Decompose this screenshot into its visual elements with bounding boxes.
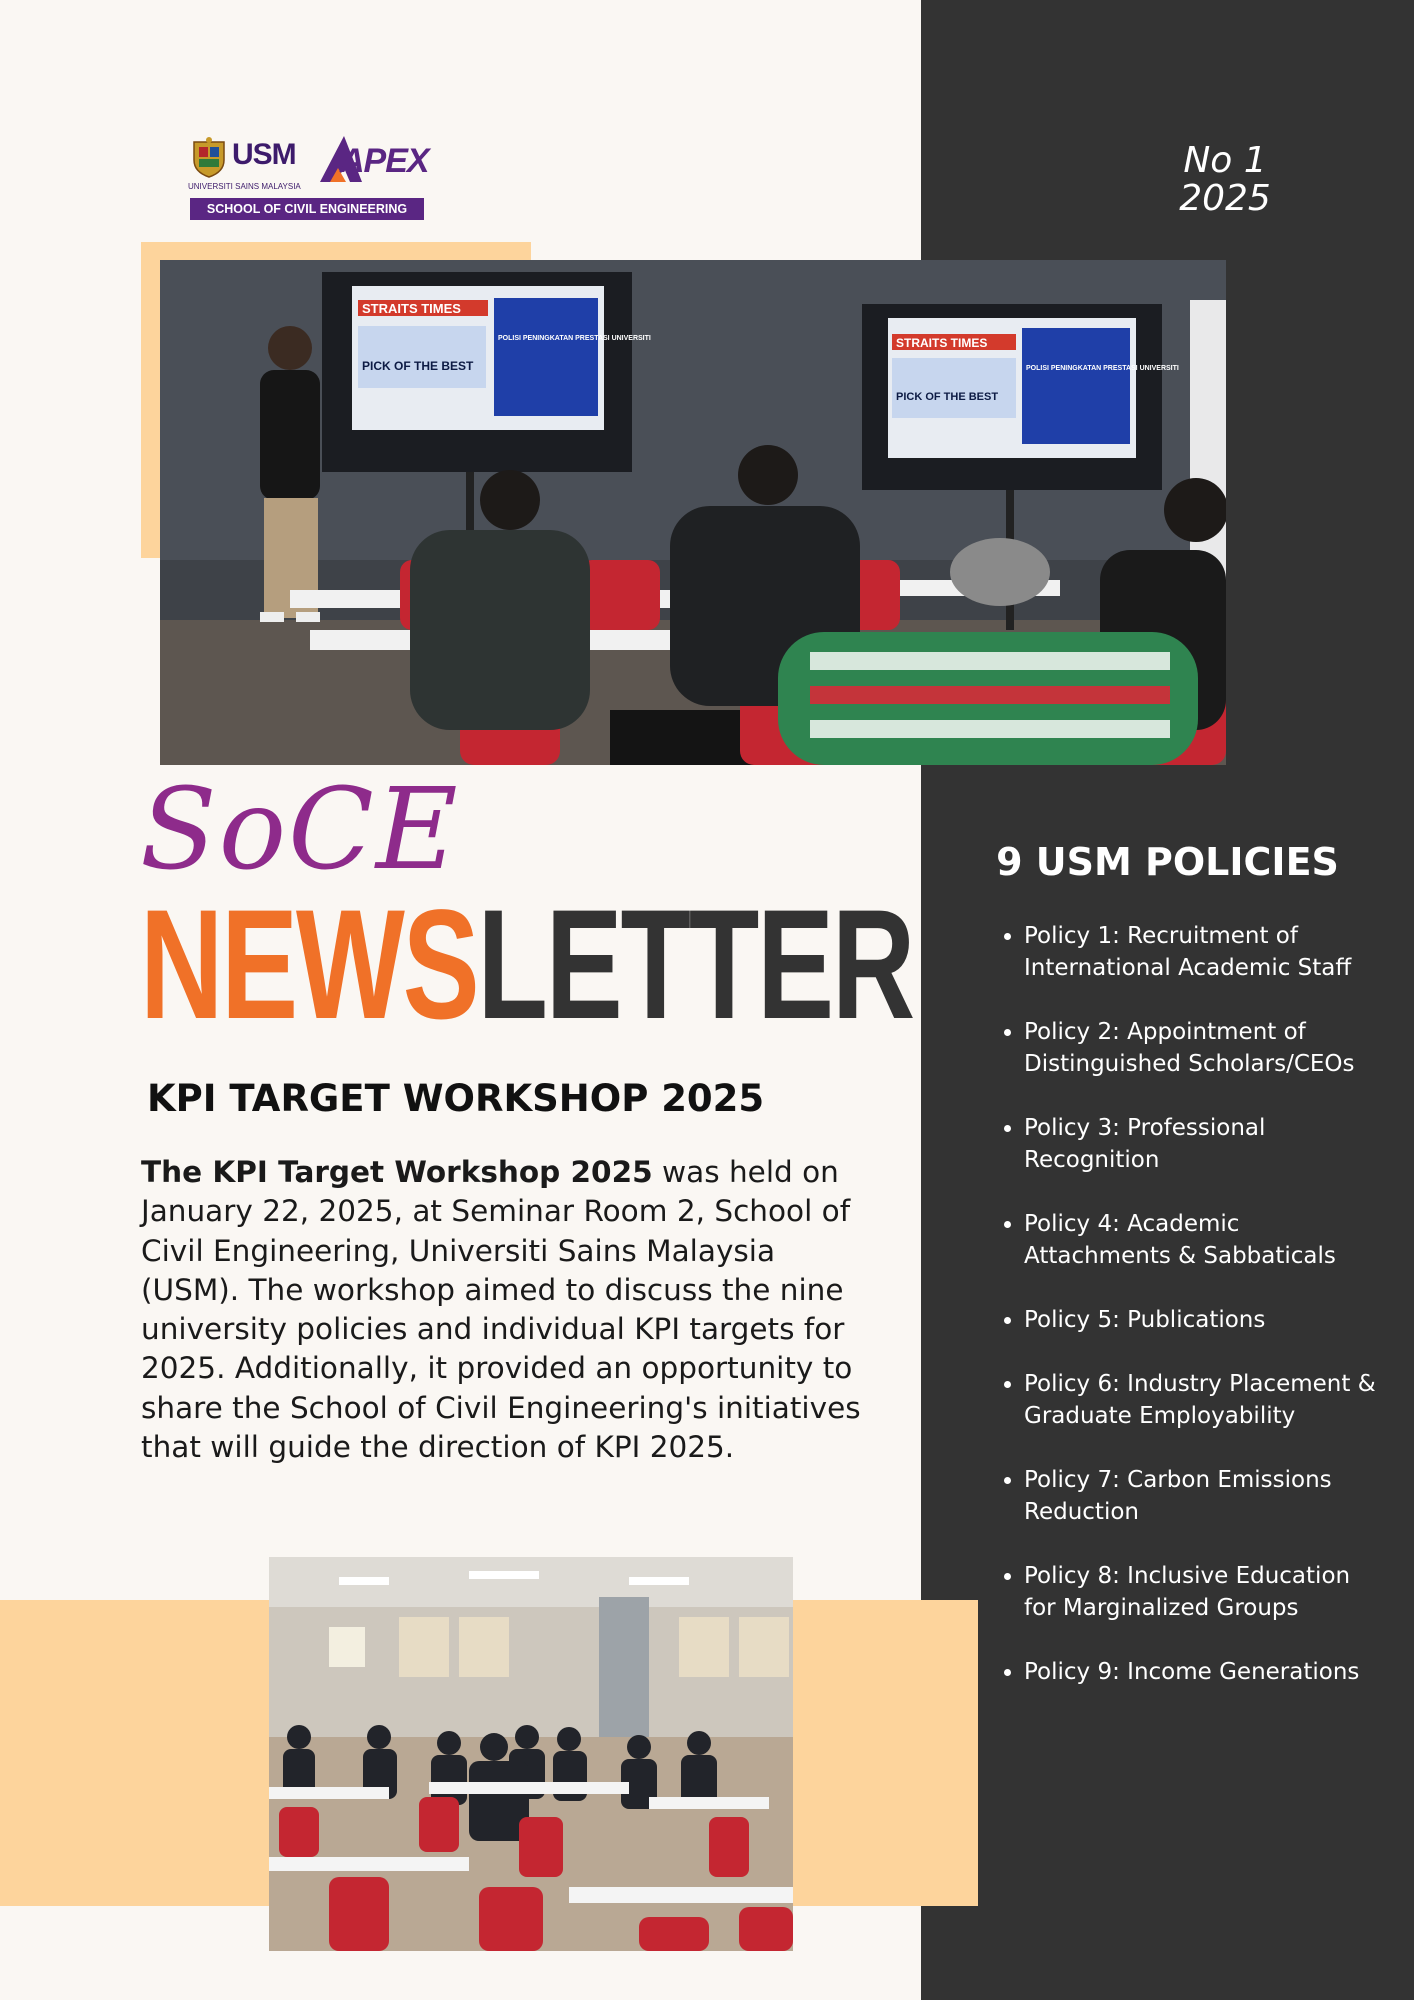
article-body-text: was held on January 22, 2025, at Seminar Room 2, School of Civil Engineering, Universiti Sains Malaysia (USM). The workshop aimed to discuss the nine university policies and individual KPI targets for 2025. Additionally, it provided an opportunity to share the School of Civil Engineering's initiatives that will guide the direction of KPI 2025. — [141, 1155, 861, 1465]
policies-list — [992, 920, 1384, 1720]
masthead-news: NEWS — [140, 878, 478, 1052]
issue-year: 2025 — [1179, 178, 1271, 219]
policy-item: • Policy 4: Academic Attachments & Sabbaticals — [1024, 1208, 1384, 1272]
screen-slide-left: POLISI PENINGKATAN PRESTASI UNIVERSITI — [498, 335, 651, 342]
usm-crest-icon — [190, 136, 228, 178]
workshop-presentation-photo — [160, 260, 1226, 765]
school-name-bar: SCHOOL OF CIVIL ENGINEERING — [190, 198, 424, 220]
screen-headline-right: PICK OF THE BEST — [896, 391, 999, 403]
article-lead-bold: The KPI Target Workshop 2025 — [141, 1155, 653, 1189]
policy-item: • Policy 1: Recruitment of International Academic Staff — [1024, 920, 1384, 984]
issue-info — [1150, 142, 1300, 218]
policies-title: 9 USM POLICIES — [996, 840, 1339, 884]
policy-item: • Policy 2: Appointment of Distinguished Scholars/CEOs — [1024, 1016, 1384, 1080]
masthead-newsletter — [140, 878, 914, 1052]
screen-slide-right: POLISI PENINGKATAN PRESTASI UNIVERSITI — [1026, 365, 1179, 372]
issue-number: No 1 — [1183, 140, 1267, 181]
article-body — [141, 1153, 861, 1467]
masthead-script-soce: SoCE — [140, 765, 460, 895]
screen-masthead-right: STRAITS TIMES — [896, 336, 988, 350]
apex-wordmark: APEX — [340, 142, 429, 180]
usm-full-name: UNIVERSITI SAINS MALAYSIA — [188, 182, 301, 191]
workshop-audience-photo — [269, 1557, 793, 1951]
policy-item: • Policy 8: Inclusive Education for Marginalized Groups — [1024, 1560, 1384, 1624]
policy-item: • Policy 9: Income Generations — [1024, 1656, 1384, 1688]
masthead-letter: LETTER — [477, 878, 914, 1052]
screen-headline-left: PICK OF THE BEST — [362, 359, 474, 373]
article-heading: KPI TARGET WORKSHOP 2025 — [147, 1077, 765, 1120]
policy-item: • Policy 7: Carbon Emissions Reduction — [1024, 1464, 1384, 1528]
usm-apex-logo — [188, 130, 428, 222]
policy-item: • Policy 3: Professional Recognition — [1024, 1112, 1384, 1176]
usm-wordmark: USM — [232, 138, 296, 171]
policy-item: • Policy 6: Industry Placement & Graduate Employability — [1024, 1368, 1384, 1432]
screen-masthead-left: STRAITS TIMES — [362, 301, 461, 316]
policy-item: • Policy 5: Publications — [1024, 1304, 1384, 1336]
